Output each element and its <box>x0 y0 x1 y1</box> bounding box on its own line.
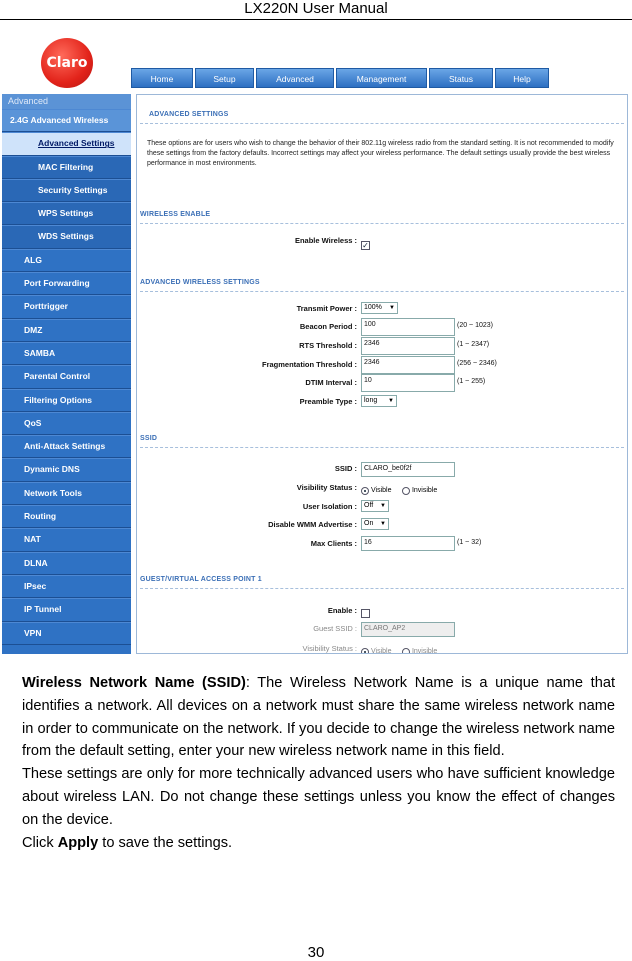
fragmentation-threshold-row <box>137 358 627 374</box>
enable-wireless-label: Enable Wireless : <box>294 236 357 245</box>
sidebar-item-wps-settings[interactable]: WPS Settings <box>2 202 131 225</box>
ssid-definition: : The Wireless Network Name is a unique name that identifies a network. All devices on a network must share the same wireless network name in order to communicate on the network. If you decide to change the wireless network name from the default setting, enter your new wireless network name in this field. <box>22 675 616 760</box>
sidebar-item-wds-settings[interactable]: WDS Settings <box>2 225 131 248</box>
guest-enable-checkbox[interactable] <box>361 609 370 618</box>
sidebar-item-anti-attack[interactable]: Anti-Attack Settings <box>2 435 131 458</box>
max-clients-hint: (1 ~ 32) <box>457 539 482 546</box>
section-wireless-enable: WIRELESS ENABLE <box>140 211 211 218</box>
sidebar-item-nat[interactable]: NAT <box>2 528 131 551</box>
wmm-row <box>137 518 627 534</box>
ssid-row <box>137 462 627 478</box>
disable-wmm-select[interactable] <box>361 518 389 530</box>
beacon-period-hint: (20 ~ 1023) <box>457 322 493 329</box>
visibility-status-label: Visibility Status : <box>296 483 357 492</box>
apply-instruction <box>22 832 615 855</box>
chevron-down-icon: ▼ <box>389 305 395 311</box>
rts-threshold-hint: (1 ~ 2347) <box>457 341 490 348</box>
max-clients-row <box>137 537 627 553</box>
top-navigation <box>131 68 549 88</box>
sidebar-item-routing[interactable]: Routing <box>2 505 131 528</box>
rts-threshold-label: RTS Threshold : <box>299 341 357 350</box>
visibility-row <box>137 481 627 497</box>
enable-wireless-checkbox[interactable]: ✓ <box>362 241 369 250</box>
tab-management[interactable]: Management <box>336 68 427 88</box>
sidebar <box>2 94 131 654</box>
sidebar-item-alg[interactable]: ALG <box>2 249 131 272</box>
chevron-down-icon: ▼ <box>388 398 394 404</box>
guest-visible-label: Visible <box>371 648 392 654</box>
chevron-down-icon: ▼ <box>380 521 386 527</box>
sidebar-item-wireless-group[interactable]: 2.4G Advanced Wireless <box>2 109 131 132</box>
sidebar-item-dmz[interactable]: DMZ <box>2 319 131 342</box>
divider <box>140 123 624 124</box>
intro-text: These options are for users who wish to change the behavior of their 802.11g wireless radio from the standard setting. It is not recommended to modify these settings from the factory defaults. Incorrect settings may affect your wireless performance. The default settings usually provide the best wireless performance in most environments. <box>147 140 614 167</box>
transmit-power-select[interactable] <box>361 302 398 314</box>
user-isolation-select[interactable] <box>361 500 389 512</box>
apply-prefix: Click <box>22 834 58 851</box>
sidebar-item-advanced-settings[interactable]: Advanced Settings <box>2 132 131 155</box>
document-header: LX220N User Manual <box>0 0 632 20</box>
fragmentation-threshold-label: Fragmentation Threshold : <box>261 360 357 369</box>
fragmentation-threshold-hint: (256 ~ 2346) <box>457 360 497 367</box>
ssid-input[interactable]: CLARO_be0f2f <box>361 462 455 477</box>
beacon-period-input[interactable]: 100 <box>361 318 455 336</box>
sidebar-item-dlna[interactable]: DLNA <box>2 552 131 575</box>
divider <box>140 588 624 589</box>
visible-radio[interactable] <box>361 487 369 495</box>
chevron-down-icon: ▼ <box>380 503 386 509</box>
guest-ssid-row <box>137 622 627 638</box>
guest-visibility-row <box>137 642 627 654</box>
ssid-term: Wireless Network Name (SSID) <box>22 675 246 691</box>
guest-visible-radio[interactable] <box>361 648 369 654</box>
guest-invisible-label: Invisible <box>411 648 438 654</box>
sidebar-heading: Advanced <box>2 94 131 109</box>
disable-wmm-label: Disable WMM Advertise : <box>268 520 357 529</box>
sidebar-item-ipsec[interactable]: IPsec <box>2 575 131 598</box>
sidebar-item-porttrigger[interactable]: Porttrigger <box>2 295 131 318</box>
max-clients-input[interactable]: 16 <box>361 536 455 551</box>
preamble-type-label: Preamble Type : <box>299 397 357 406</box>
transmit-power-value: 100% <box>364 304 382 311</box>
sidebar-item-vpn[interactable]: VPN <box>2 622 131 645</box>
sidebar-item-network-tools[interactable]: Network Tools <box>2 482 131 505</box>
preamble-type-row <box>137 395 627 411</box>
guest-invisible-radio[interactable] <box>402 648 410 654</box>
transmit-power-label: Transmit Power : <box>296 304 357 313</box>
fragmentation-threshold-input[interactable]: 2346 <box>361 356 455 374</box>
transmit-power-row <box>137 302 627 318</box>
tab-help[interactable]: Help <box>495 68 549 88</box>
sidebar-item-samba[interactable]: SAMBA <box>2 342 131 365</box>
guest-enable-label: Enable : <box>327 606 357 615</box>
visible-label: Visible <box>371 487 392 495</box>
divider <box>140 223 624 224</box>
sidebar-item-mac-filtering[interactable]: MAC Filtering <box>2 156 131 179</box>
disable-wmm-value: On <box>364 520 374 527</box>
sidebar-item-security-settings[interactable]: Security Settings <box>2 179 131 202</box>
rts-threshold-row <box>137 339 627 355</box>
tab-home[interactable]: Home <box>131 68 193 88</box>
apply-term: Apply <box>57 834 99 851</box>
section-ssid: SSID <box>140 435 158 442</box>
enable-wireless-row <box>137 234 627 250</box>
tab-status[interactable]: Status <box>429 68 493 88</box>
ssid-label: SSID : <box>334 464 357 473</box>
sidebar-item-parental-control[interactable]: Parental Control <box>2 365 131 388</box>
sidebar-item-qos[interactable]: QoS <box>2 412 131 435</box>
ssid-description <box>22 672 615 763</box>
section-advanced-wireless: ADVANCED WIRELESS SETTINGS <box>140 279 260 286</box>
sidebar-item-dynamic-dns[interactable]: Dynamic DNS <box>2 458 131 481</box>
advanced-warning: These settings are only for more technically advanced users who have sufficient knowledge about wireless LAN. Do not change these settings unless you know the effect of changes on the device. <box>22 766 615 828</box>
divider <box>140 447 624 448</box>
divider <box>140 291 624 292</box>
settings-panel <box>136 94 628 654</box>
dtim-interval-label: DTIM Interval : <box>305 378 357 387</box>
section-guest-ap: GUEST/VIRTUAL ACCESS POINT 1 <box>140 576 262 583</box>
guest-enable-row <box>137 604 627 620</box>
dtim-interval-input[interactable]: 10 <box>361 374 455 392</box>
tab-advanced[interactable]: Advanced <box>256 68 334 88</box>
rts-threshold-input[interactable]: 2346 <box>361 337 455 355</box>
apply-suffix: to save the settings. <box>98 834 233 851</box>
guest-visibility-label: Visibility Status : <box>302 644 357 653</box>
router-screenshot <box>0 22 632 657</box>
guest-ssid-label: Guest SSID : <box>313 624 357 633</box>
logo-text: Claro <box>46 55 88 71</box>
dtim-interval-hint: (1 ~ 255) <box>457 378 486 385</box>
page-title: ADVANCED SETTINGS <box>149 111 229 118</box>
dtim-interval-row <box>137 376 627 392</box>
user-isolation-label: User Isolation : <box>302 502 357 511</box>
guest-ssid-input[interactable]: CLARO_AP2 <box>361 622 455 637</box>
user-isolation-value: Off <box>364 502 374 509</box>
preamble-type-select[interactable] <box>361 395 397 407</box>
beacon-period-row <box>137 320 627 336</box>
sidebar-item-ip-tunnel[interactable]: IP Tunnel <box>2 598 131 621</box>
sidebar-item-port-forwarding[interactable]: Port Forwarding <box>2 272 131 295</box>
beacon-period-label: Beacon Period : <box>299 322 357 331</box>
preamble-type-value: long <box>364 397 378 404</box>
sidebar-item-filtering-options[interactable]: Filtering Options <box>2 389 131 412</box>
claro-logo <box>41 38 93 88</box>
invisible-radio[interactable] <box>402 487 410 495</box>
invisible-label: Invisible <box>411 487 438 495</box>
page-number: 30 <box>307 944 325 961</box>
max-clients-label: Max Clients : <box>310 539 357 548</box>
tab-setup[interactable]: Setup <box>195 68 254 88</box>
user-isolation-row <box>137 500 627 516</box>
manual-body <box>22 672 615 854</box>
